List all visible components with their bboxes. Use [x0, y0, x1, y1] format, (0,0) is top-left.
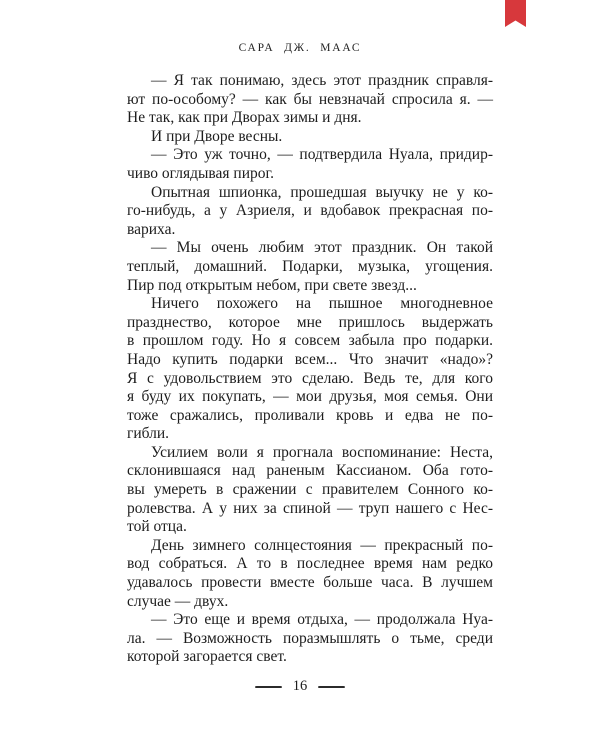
page-text	[127, 72, 493, 667]
text-line: я буду их покупать, — мои друзья, моя семья. Они	[127, 388, 493, 406]
bookmark-ribbon-icon[interactable]	[505, 0, 526, 27]
text-line: — Я так понимаю, здесь этот праздник справля-	[151, 72, 493, 89]
running-header-author: САРА ДЖ. МААС	[238, 42, 362, 54]
text-line: случае — двух.	[127, 592, 229, 610]
text-line: в прошлом году. Но я совсем забыла про подарки.	[127, 332, 493, 350]
footer-dash-left-icon	[255, 686, 282, 688]
text-line: ла. — Возможность поразмышлять о тьме, среди	[127, 629, 493, 647]
text-line: удавалось провести вместе больше часа. В лучшем	[127, 574, 493, 592]
text-line: теплый, домашний. Подарки, музыка, угощения.	[127, 257, 493, 275]
text-line: вариха.	[127, 220, 176, 238]
text-line: — Это еще и время отдыха, — продолжала Нуа-	[151, 611, 493, 629]
text-line: гибли.	[127, 425, 170, 443]
text-line: Усилием воли я прогнала воспоминание: Неста,	[151, 443, 493, 461]
text-line: которой загорается свет.	[127, 648, 287, 666]
text-line: — Это уж точно, — подтвердила Нуала, придир-	[151, 146, 493, 164]
text-line: празднество, которое мне пришлось выдержать	[127, 313, 493, 331]
text-line: Опытная шпионка, прошедшая выучку не у ко-	[151, 183, 493, 201]
footer-dash-right-icon	[318, 686, 345, 688]
text-line: Надо купить подарки всем... Что значит «надо»?	[127, 350, 493, 368]
text-line: — Мы очень любим этот праздник. Он такой	[151, 239, 493, 257]
text-line: Пир под открытым небом, при свете звезд...	[127, 276, 417, 294]
text-line: ролевства. А у них за спиной — труп нашего с Нес-	[127, 499, 493, 517]
text-line: чиво оглядывая пирог.	[127, 164, 274, 182]
text-line: склонившаяся над раненым Кассианом. Оба гото-	[127, 462, 493, 480]
text-line: тоже сражались, проливали кровь и едва не по-	[127, 406, 493, 424]
text-line: вы умереть в сражении с правителем Сонного ко-	[127, 481, 493, 499]
text-line: Я с удовольствием это сделаю. Ведь те, для кого	[127, 369, 493, 387]
text-line: вод собраться. А то в последнее время нам редко	[127, 555, 493, 573]
text-line: той отца.	[127, 518, 187, 536]
text-line: ют по-особому? — как бы невзначай спросила я. —	[127, 90, 493, 108]
text-line: Ничего похожего на пышное многодневное	[151, 295, 493, 313]
text-line: го-нибудь, а у Азриеля, и вдобавок прекрасная по-	[127, 202, 493, 220]
text-line: День зимнего солнцестояния — прекрасный по-	[151, 536, 493, 554]
page-number: 16	[292, 677, 308, 694]
text-line: И при Дворе весны.	[151, 127, 283, 145]
page-footer	[0, 677, 600, 697]
text-line: Не так, как при Дворах зимы и дня.	[127, 109, 362, 127]
